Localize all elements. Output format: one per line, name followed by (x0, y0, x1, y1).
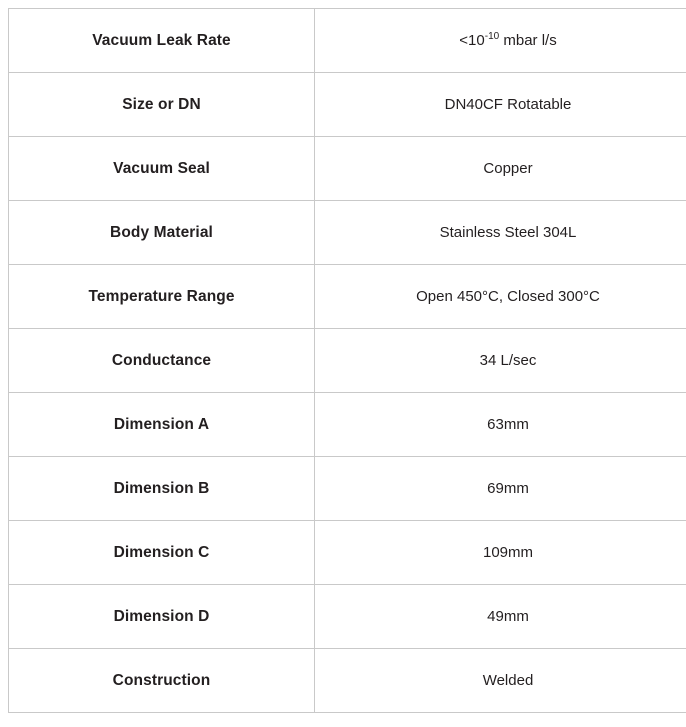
spec-value: 69mm (487, 480, 529, 497)
table-row (9, 265, 686, 329)
specification-table-body (9, 9, 686, 713)
spec-value: Welded (483, 672, 534, 689)
spec-value: 49mm (487, 608, 529, 625)
spec-label-cell (9, 265, 315, 329)
spec-value-cell (315, 201, 686, 265)
spec-label: Vacuum Leak Rate (92, 32, 231, 49)
table-row (9, 649, 686, 713)
spec-value-cell (315, 73, 686, 137)
table-row (9, 393, 686, 457)
spec-value-cell (315, 137, 686, 201)
spec-value-cell (315, 329, 686, 393)
spec-label: Construction (113, 672, 211, 689)
spec-label-cell (9, 9, 315, 73)
spec-label-cell (9, 73, 315, 137)
spec-value: 34 L/sec (480, 352, 537, 369)
spec-value: 63mm (487, 416, 529, 433)
spec-value-cell (315, 649, 686, 713)
table-row (9, 137, 686, 201)
spec-label: Conductance (112, 352, 211, 369)
spec-label: Dimension C (114, 544, 210, 561)
spec-value: Open 450°C, Closed 300°C (416, 288, 600, 305)
spec-value-cell (315, 585, 686, 649)
spec-value-cell (315, 265, 686, 329)
spec-value: DN40CF Rotatable (445, 96, 572, 113)
specification-table (8, 8, 686, 713)
spec-label-cell (9, 201, 315, 265)
table-row (9, 521, 686, 585)
spec-value: Stainless Steel 304L (440, 224, 577, 241)
spec-label-cell (9, 649, 315, 713)
table-row (9, 201, 686, 265)
spec-label: Temperature Range (88, 288, 234, 305)
spec-label: Body Material (110, 224, 213, 241)
table-row (9, 329, 686, 393)
spec-label: Dimension D (114, 608, 210, 625)
spec-label-cell (9, 393, 315, 457)
spec-label: Dimension A (114, 416, 209, 433)
spec-label: Dimension B (114, 480, 210, 497)
spec-label-cell (9, 457, 315, 521)
spec-value: $<10^{-10}$ mbar l/s (459, 32, 556, 49)
spec-value-cell (315, 393, 686, 457)
spec-value-cell (315, 9, 686, 73)
spec-label-cell (9, 521, 315, 585)
spec-label-cell (9, 585, 315, 649)
spec-value-cell (315, 521, 686, 585)
spec-value: Copper (483, 160, 532, 177)
table-row (9, 457, 686, 521)
table-row (9, 585, 686, 649)
spec-label: Size or DN (122, 96, 201, 113)
spec-value: 109mm (483, 544, 533, 561)
table-row (9, 9, 686, 73)
spec-label: Vacuum Seal (113, 160, 210, 177)
table-row (9, 73, 686, 137)
spec-label-cell (9, 329, 315, 393)
spec-label-cell (9, 137, 315, 201)
spec-value-cell (315, 457, 686, 521)
